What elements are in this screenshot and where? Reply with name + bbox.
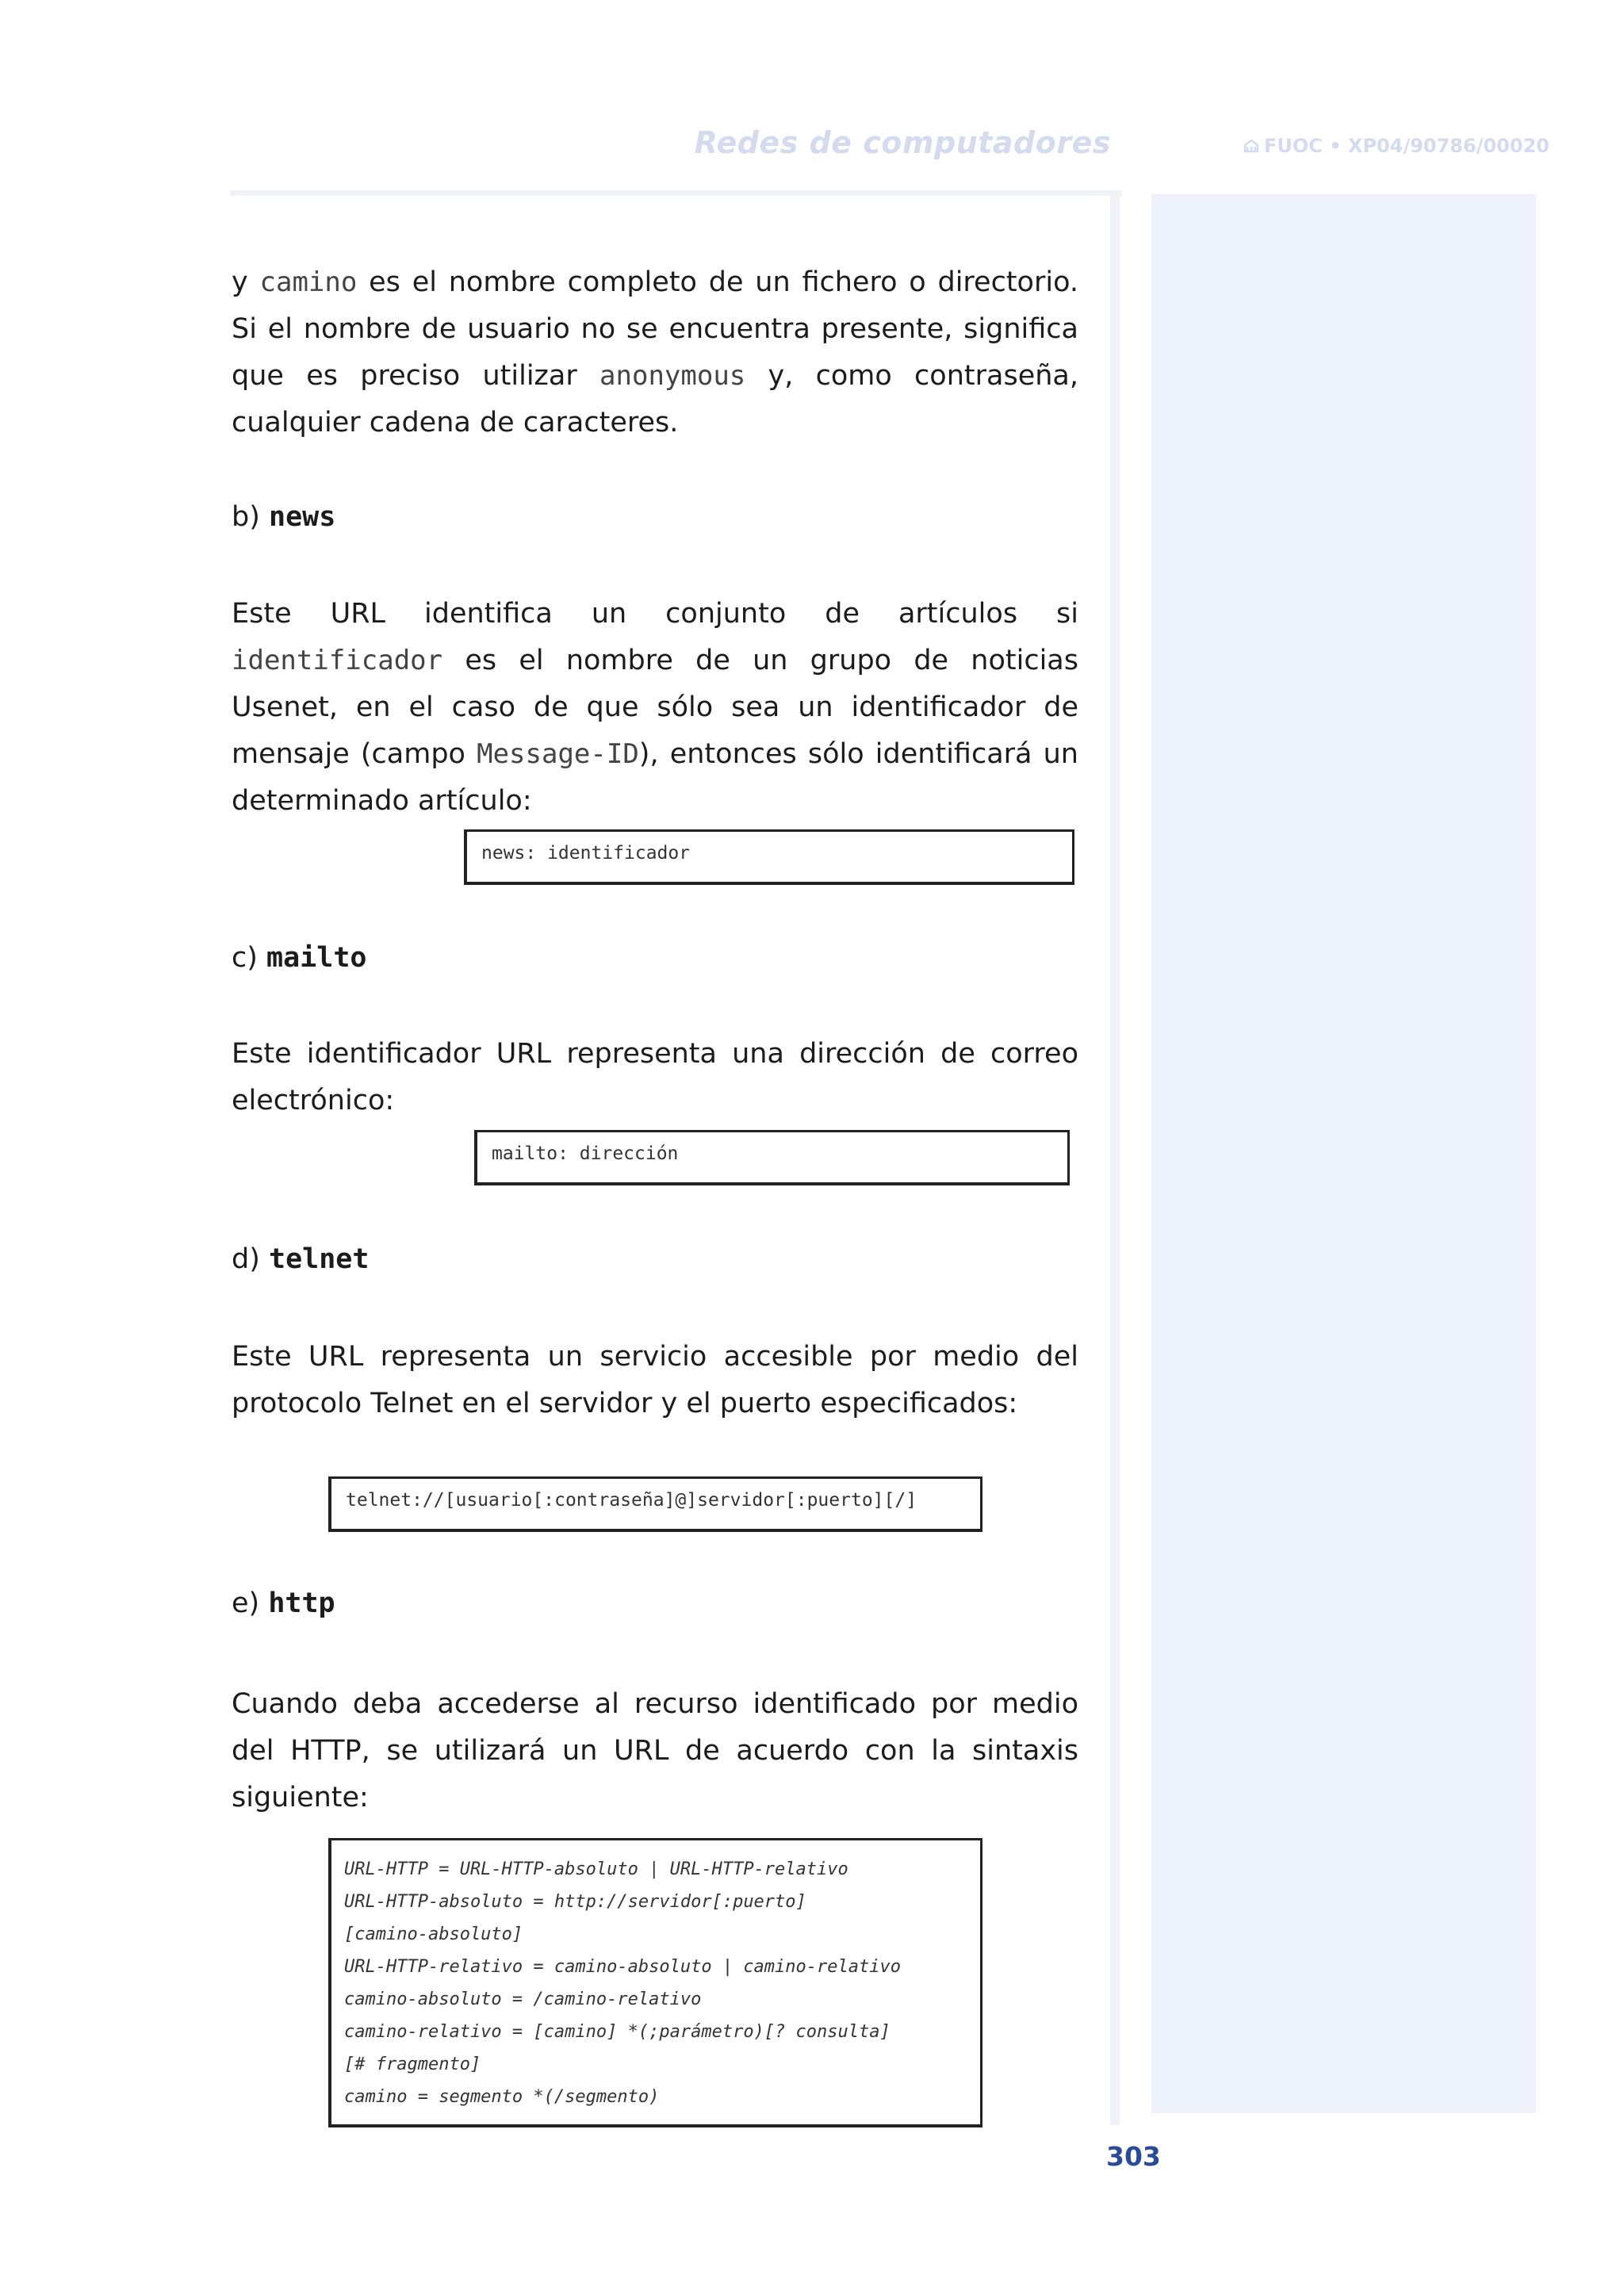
page-number: 303 [1106, 2141, 1161, 2172]
document-reference: FUOC • XP04/90786/00020 [1264, 135, 1549, 157]
section-letter: c) [232, 942, 258, 974]
text: es el nombre de un grupo de noticias Usenet, en el caso de que sólo sea un identificador de mensaje (campo [232, 645, 1078, 770]
code-box-http-grammar [328, 1838, 982, 2127]
column-rule [1110, 190, 1120, 2125]
section-letter: d) [232, 1243, 260, 1275]
annotations-label: ANOTACIONES [1537, 1591, 1611, 2119]
code-line: telnet://[usuario[:contraseña]@]servidor[:puerto][/] [346, 1490, 917, 1511]
text: ), entonces sólo identificará un determinado artículo: [232, 738, 1078, 817]
grammar-line: camino-absoluto = /camino-relativo [344, 1990, 702, 2009]
section-heading-http [232, 1587, 335, 1619]
section-heading-telnet [232, 1243, 369, 1275]
text: y [232, 266, 260, 298]
grammar-line: [# fragmento] [344, 2055, 481, 2074]
running-header-title: Redes de computadores [694, 125, 1111, 160]
paragraph-mailto: Este identificador URL representa una dirección de correo electrónico: [232, 1038, 1078, 1116]
section-letter: b) [232, 501, 260, 533]
paragraph-camino [232, 259, 1078, 446]
section-code: mailto [266, 942, 367, 974]
code-box-telnet [328, 1476, 982, 1532]
paragraph-http: Cuando deba accederse al recurso identificado por medio del HTTP, se utilizará un URL de acuerdo con la sintaxis siguiente: [232, 1688, 1078, 1813]
section-code: news [269, 501, 336, 533]
inline-code: identificador [232, 645, 443, 676]
section-code: telnet [269, 1243, 370, 1275]
section-code: http [268, 1587, 335, 1619]
annotations-sidebar [1151, 194, 1536, 2113]
paragraph-news [232, 591, 1078, 825]
text: Este URL identifica un conjunto de artículos si [232, 598, 1078, 630]
grammar-line: camino = segmento *(/segmento) [344, 2087, 660, 2107]
running-header-ref [1243, 135, 1549, 157]
section-heading-mailto [232, 942, 366, 974]
grammar-line: URL-HTTP-relativo = camino-absoluto | camino-relativo [344, 1957, 901, 1977]
grammar-line: [camino-absoluto] [344, 1924, 523, 1944]
paragraph-telnet: Este URL representa un servicio accesible por medio del protocolo Telnet en el servidor y el puerto especificados: [232, 1341, 1078, 1419]
grammar-line: URL-HTTP = URL-HTTP-absoluto | URL-HTTP-relativo [344, 1859, 848, 1879]
inline-code: camino [259, 266, 358, 298]
inline-code: anonymous [599, 360, 746, 392]
code-line: news: identificador [481, 843, 691, 864]
section-letter: e) [232, 1587, 260, 1619]
code-box-news [464, 829, 1074, 885]
grammar-line: camino-relativo = [camino] *(;parámetro)[? consulta] [344, 2022, 891, 2042]
code-box-mailto [474, 1130, 1070, 1185]
grammar-line: URL-HTTP-absoluto = http://servidor[:puerto] [344, 1892, 806, 1912]
text: y, como contraseña, cualquier cadena de caracteres. [232, 360, 1078, 439]
top-rule [230, 190, 1122, 196]
uoc-logo-icon [1243, 139, 1259, 153]
section-heading-news [232, 501, 335, 533]
code-line: mailto: dirección [492, 1143, 679, 1164]
text: es el nombre completo de un fichero o directorio. Si el nombre de usuario no se encuentra presente, significa que es preciso utilizar [232, 266, 1078, 392]
inline-code: Message-ID [477, 738, 639, 770]
